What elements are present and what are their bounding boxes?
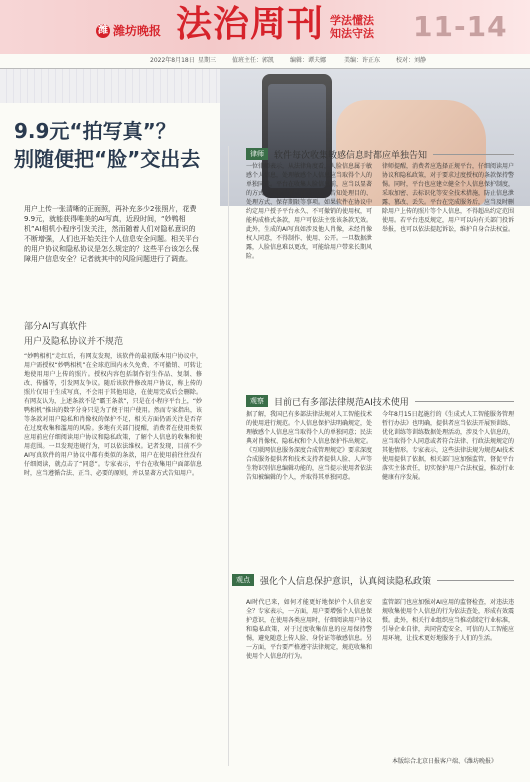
section-header-lawyer xyxy=(246,146,514,162)
section-tag: 观点 xyxy=(232,574,254,586)
masthead-slogan: 学法懂法 知法守法 xyxy=(330,14,374,40)
issue-weekday: 星期三 xyxy=(198,57,217,64)
section-tag: 律师 xyxy=(246,148,268,160)
article-source: 本版综合北京日报客户端、《潍坊晚报》 xyxy=(392,758,498,765)
body-column-1: “妙鸭相机”走红后，有网友发现，该软件的最初版本用户协议中，用户需授权“妙鸭相机”在全球范围内永久免费、不可撤销、可转让地使用用户上传的照片。授权内容包括制作衍生作品、复制、修改、传播等，引发网友争议。随后该软件修改用户协议，称上传的照片仅用于生成写真，不会用于其他用途，在使用完成后会删除。有网友认为，上述条款不是“霸王条款”，只是在小程序平台上，“妙鸭相机”推出的数字分身只是为了便于用户使用。然而专家指出，该等条款对用户隐私和肖像权的保护不足，相关方面仍需关注是否存在过度收集和滥用的风险。多地有关部门提醒，消费者在使用类似应用前应仔细阅读用户协议和隐私政策，了解个人信息的收集和使用范围。一旦发现违规行为，可以依法维权。记者发现，目前不少AI写真软件的用户协议中都有类似的条款，用户在使用前往往没有仔细阅读，就点击了“同意”。专家表示，平台在收集用户面部信息时，应当遵循合法、正当、必要的原则，并以显著方式告知用户。 xyxy=(24,353,202,477)
editor: 编辑：谭夫娜 xyxy=(290,57,327,64)
section-header-view xyxy=(232,572,514,588)
body-column-6: AI时代已来，如何才能更好地保护个人信息安全？专家表示，一方面，用户要增强个人信息保护意识，在使用各类应用时，仔细阅读用户协议和隐私政策，对于过度收集信息的应用保持警惕，避免随意上传人脸、身份证等敏感信息。另一方面，平台要严格遵守法律规定，规范收集和使用个人信息的行为。 xyxy=(246,599,373,660)
proofreader: 校对：刘静 xyxy=(396,57,427,64)
logo-text: 潍坊晚报 xyxy=(113,24,162,38)
issue-info-bar xyxy=(0,54,530,68)
masthead-title: 法治周刊 xyxy=(176,3,325,45)
column-divider xyxy=(228,146,229,766)
body-column-2: 一位律师表示，从法律角度看，人脸信息属于敏感个人信息，处理敏感个人信息应当取得个人的单独同意。平台在收集人脸信息前，应当以显著的方式、清晰易懂的语言向用户告知处理目的、处理方式、保存期限等事项。如果软件在协议中约定用户授予平台永久、不可撤销的使用权，可能构成格式条款，用户可依法主张该条款无效。此外，生成的AI写真如涉及他人肖像，未经肖像权人同意，不得制作、使用、公开。一旦数据泄露，人脸信息难以更改，可能给用户带来长期风险。 xyxy=(246,163,373,260)
section-rule xyxy=(437,580,514,581)
designer: 美编：许正东 xyxy=(344,57,381,64)
subhead-2: 用户及隐私协议并不规范 xyxy=(24,337,124,347)
body-column-4: 据了解，我国已有多部法律法规对人工智能技术的使用进行规范。个人信息保护法明确规定，处理敏感个人信息应当取得个人的单独同意；民法典对肖像权、隐私权和个人信息保护作出规定。《互联网信息服务深度合成管理规定》要求深度合成服务提供者和技术支持者提供人脸、人声等生物识别信息编辑功能的，应当提示使用者依法告知被编辑的个人，并取得其单独同意。 xyxy=(246,411,373,481)
page-number: 11-14 xyxy=(413,10,508,43)
section-rule xyxy=(415,401,514,402)
body-column-7: 监管部门也应加强对AI应用的监督检查，对违法违规收集使用个人信息的行为依法查处，形成有效震慑。此外，相关行业组织应当推动制定行业标准，引导企业自律，共同营造安全、可信的人工智能应用环境，让技术更好地服务于人们的生活。 xyxy=(382,599,515,642)
body-column-3: 律师提醒，消费者应选择正规平台，仔细阅读用户协议和隐私政策，对于要求过度授权的条款保持警惕。同时，平台也应建立健全个人信息保护制度，采取加密、去标识化等安全技术措施，防止信息泄露、篡改、丢失。平台在完成服务后，应当及时删除用户上传的照片等个人信息，不得超出约定范围使用。若平台违反规定，用户可以向有关部门投诉举报，也可以依法提起诉讼，维护自身合法权益。 xyxy=(382,163,515,233)
section-title: 软件每次收集敏感信息时都应单独告知 xyxy=(274,150,428,161)
duty-editor: 值班主任：郭凯 xyxy=(232,57,275,64)
article-title-line2: 别随便把“脸”交出去 xyxy=(14,147,201,171)
section-title: 强化个人信息保护意识，认真阅读隐私政策 xyxy=(260,576,432,587)
article-title-line1: 9.9元“拍写真”？ xyxy=(14,119,176,143)
article-lead: 用户上传一张清晰的正面照，再补充多少2张照片，花费9.9元，就能获得唯美的AI写真，近段时间，“妙鸭相机”AI相机小程序引发关注，然而随着人们对隐私意识的不断增强，人们也开始关注个人信息安全问题。相关平台的用户协议和隐私协议是怎么规定的？这些平台该怎么保障用户信息安全？记者就其中的风险问题进行了调查。 xyxy=(24,205,199,263)
section-rule xyxy=(433,154,514,155)
subhead-1: 部分AI写真软件 xyxy=(24,322,87,332)
logo-icon: 潍 xyxy=(98,24,108,36)
section-header-observe xyxy=(246,393,514,409)
section-tag: 观察 xyxy=(246,395,268,407)
newspaper-logo xyxy=(96,22,161,39)
issue-date: 2022年8月18日 xyxy=(150,57,195,64)
body-column-5: 今年8月15日起施行的《生成式人工智能服务管理暂行办法》也明确，提供者应当依法开展预训练、优化训练等训练数据处理活动，涉及个人信息的，应当取得个人同意或者符合法律、行政法规规定的其他情形。专家表示，这些法律法规为规范AI技术使用提供了依据，相关部门应加强监管，督促平台落实主体责任，切实保护用户合法权益，推动行业健康有序发展。 xyxy=(382,411,515,481)
section-title: 目前已有多部法律规范AI技术使用 xyxy=(274,397,409,408)
